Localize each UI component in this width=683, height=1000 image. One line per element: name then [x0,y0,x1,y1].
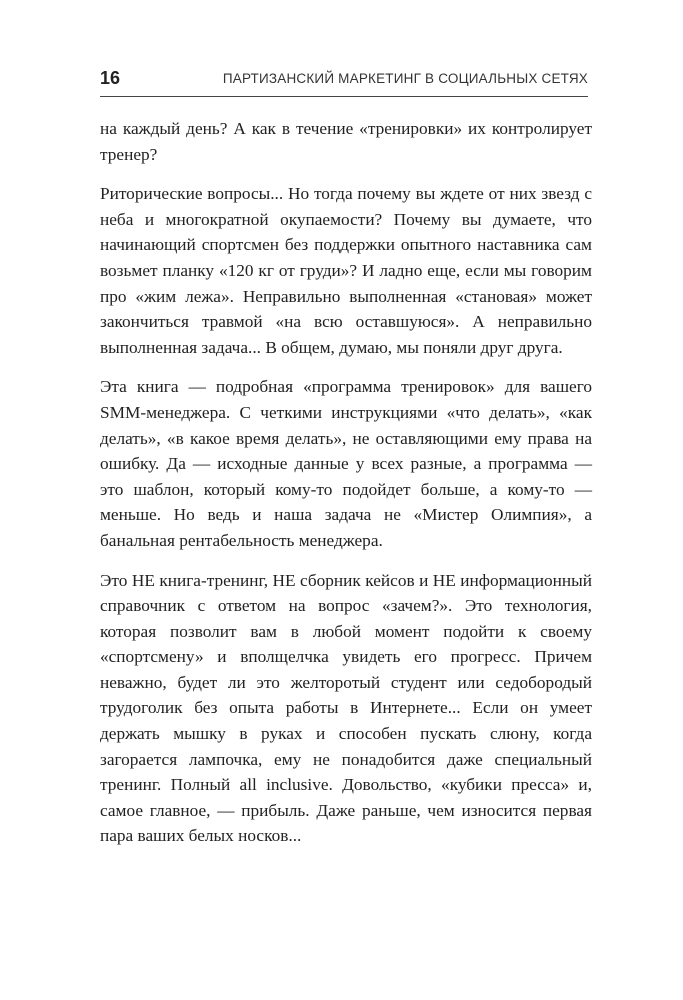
body-text [100,116,592,863]
page-number: 16 [100,68,121,88]
paragraph: Это НЕ книга-тренинг, НЕ сборник кейсов и НЕ информационный справочник с ответом на вопрос «зачем?». Это технология, которая позволит вам в любой момент подойти к своему «спортсмену» и вполщелчка увидеть его прогресс. Причем неважно, будет ли это желторотый студент или седобородый трудоголик без опыта работы в Интернете... Если он умеет держать мышку в руках и способен пускать слюну, когда загорается лампочка, ему не понадобится даже специальный тренинг. Полный all inclusive. Довольство, «кубики пресса» и, самое главное, — прибыль. Даже раньше, чем износится первая пара ваших белых носков... [100,570,592,846]
page-header [100,68,588,94]
paragraph: Эта книга — подробная «программа тренировок» для вашего SMM-менеджера. С четкими инструкциями «что делать», «как делать», «в какое время делать», не оставляющими ему права на ошибку. Да — исходные данные у всех разные, а программа — это шаблон, который кому-то подойдет больше, а кому-то — меньше. Но ведь и наша задача не «Мистер Олимпия», а банальная рентабельность менеджера. [100,377,592,550]
paragraph: на каждый день? А как в течение «тренировки» их контролирует тренер? [100,119,592,164]
header-rule [100,96,588,97]
running-title: ПАРТИЗАНСКИЙ МАРКЕТИНГ В СОЦИАЛЬНЫХ СЕТЯХ [222,71,588,86]
paragraph: Риторические вопросы... Но тогда почему вы ждете от них звезд с неба и многократной окупаемости? Почему вы думаете, что начинающий спортсмен без поддержки опытного наставника сам возьмет планку «120 кг от груди»? И ладно еще, если мы говорим про «жим лежа». Неправильно выполненная «становая» может закончиться травмой «на всю оставшуюся». А неправильно выполненная задача... В общем, думаю, мы поняли друг друга. [100,184,592,357]
